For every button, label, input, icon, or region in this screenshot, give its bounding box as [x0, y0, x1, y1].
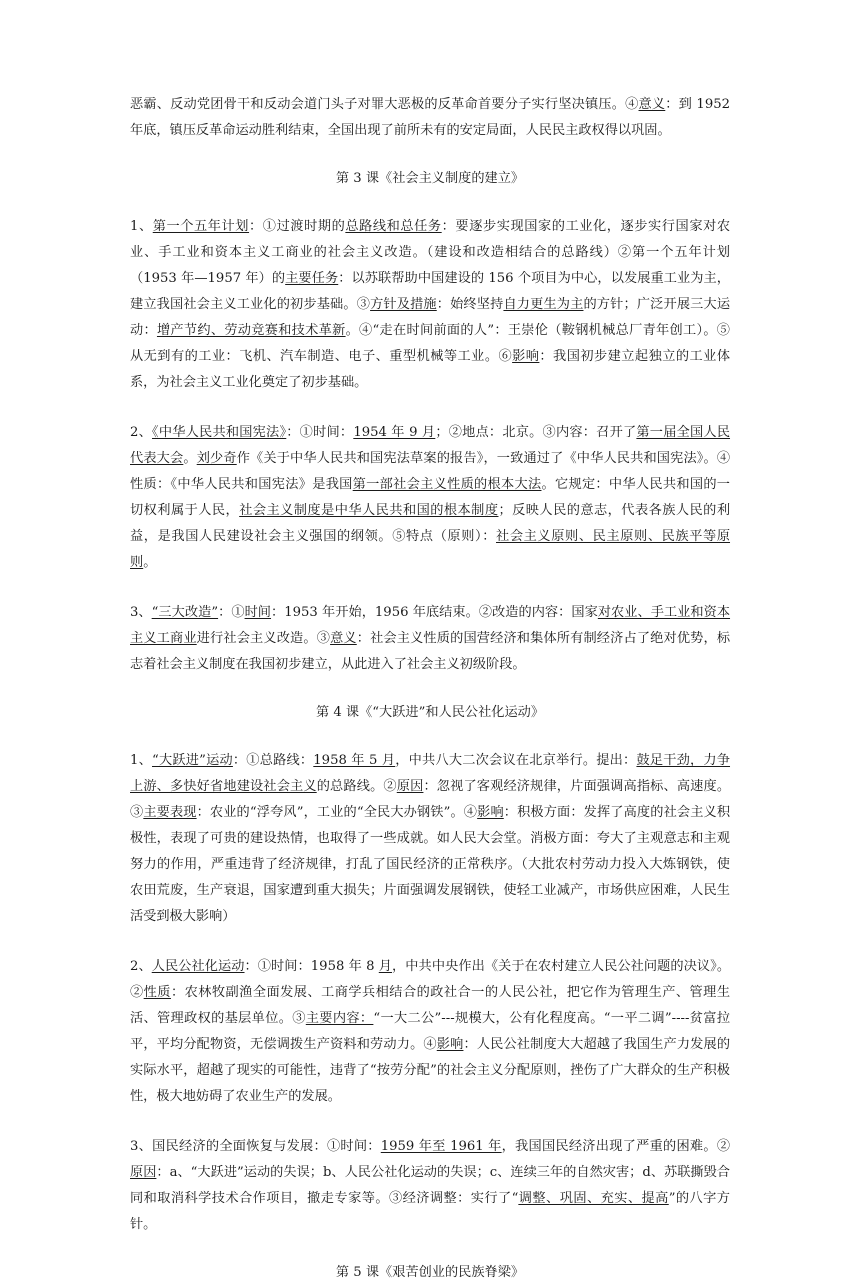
intro-paragraph	[130, 92, 730, 144]
text-run: 作《关于中华人民共和国宪法草案的报告》，一致通过了《中华人民共和国宪法》。④性质：《中华人民共和国宪法》是我国	[130, 451, 731, 492]
text-run: 1、	[130, 753, 152, 768]
underlined-term: 对农业、手工业和资本主义工商业	[130, 605, 731, 646]
text-run: 。它规定：中华人民共和国的一切权利属于人民，	[130, 477, 730, 518]
text-run: ：始终坚持	[436, 297, 504, 312]
text-run: 。④“走在时间前面的人”：王崇伦（鞍钢机械总厂青年创工）。⑤从无到有的工业：飞机、汽车制造、电子、重型机械等工业。⑥	[130, 323, 730, 364]
underlined-term: 主要任务	[285, 271, 339, 286]
underlined-term: 时间	[244, 605, 272, 620]
underlined-term: 影响	[512, 349, 540, 364]
text-run: ：积极方面：发挥了高度的社会主义积极性，表现了可贵的建设热情，也取得了一些成就。如人民大会堂。消极方面：夸大了主观意志和主观努力的作用，严重违背了经济规律，打乱了国民经济的正常秩序。（大批农村劳动力投入大炼钢铁，使农田荒废，生产衰退，国家遭到重大损失；片面强调发展钢铁，使轻工业减产，市场供应困难，人民生活受到极大影响）	[130, 805, 731, 924]
text-run: 2、	[130, 959, 152, 974]
underlined-term: 方针及措施	[370, 297, 437, 312]
underlined-term: 增产节约、劳动竞赛和技术革新	[156, 323, 346, 338]
text-run: ”的八字方针。	[130, 1191, 730, 1232]
underlined-term: 意义	[330, 631, 357, 646]
lesson-3-section-1	[130, 214, 730, 396]
text-run: ；反映人民的意志，代表各族人民的利益，是我国人民建设社会主义强国的纲领。⑤特点（原则）：	[130, 503, 731, 544]
text-run: ，我国国民经济出现了严重的困难。②	[501, 1139, 731, 1154]
underlined-term: 影响	[477, 805, 504, 820]
text-run: ：①	[218, 605, 245, 620]
underlined-term: 原因	[130, 1165, 157, 1180]
text-run: 2、	[130, 425, 153, 440]
underlined-term: “三大改造”	[151, 605, 219, 620]
underlined-term: 原因	[396, 779, 424, 794]
underlined-term: 1959 年至 1961 年	[380, 1139, 502, 1154]
underlined-term: 1954 年 9 月	[353, 425, 436, 440]
text-run: ：农林牧副渔全面发展、工商学兵相结合的政社合一的人民公社，把它作为管理生产、管理生活、管理政权的基层单位。③	[130, 985, 731, 1026]
underlined-term: 第一个五年计划	[152, 219, 250, 234]
text-run: 。	[183, 451, 197, 466]
underlined-term: 第一部社会主义性质的根本大法	[352, 477, 542, 492]
underlined-term: 1958 年 5 月	[313, 753, 396, 768]
underlined-term: 意义	[638, 97, 666, 112]
lesson-3-title: 第 3 课《社会主义制度的建立》	[335, 171, 525, 186]
underlined-term: 主要内容：	[305, 1011, 374, 1026]
lesson-4-title: 第 4 课《“大跃进”和人民公社化运动》	[315, 705, 545, 720]
text-run: 1、	[130, 219, 153, 234]
lesson-4-section-2	[130, 954, 730, 1110]
text-run: ：人民公社制度大大超越了我国生产力发展的实际水平，超越了现实的可能性，违背了“按劳分配”的社会主义分配原则，挫伤了广大群众的生产积极性，极大地妨碍了农业生产的发展。	[130, 1037, 731, 1104]
text-run: ：①总路线：	[232, 753, 314, 768]
lesson-4-section-1	[130, 748, 730, 930]
text-run: ，中共八大二次会议在北京举行。提出：	[395, 753, 637, 768]
text-run: 。	[143, 555, 157, 570]
underlined-term: 人民公社化运动	[151, 959, 245, 974]
text-run: ：要逐步实现国家的工业化，逐步实行国家对农业、手工业和资本主义工商业的社会主义改造。（建设和改造相结合的总路线）②第一个五年计划（1953 年—1957 年）的	[130, 219, 731, 286]
text-run: ：社会主义性质的国营经济和集体所有制经济占了绝对优势，标志着社会主义制度在我国初步建立，从此进入了社会主义初级阶段。	[130, 631, 731, 672]
text-run: ：a、“大跃进”运动的失误；b、人民公社化运动的失误；c、连续三年的自然灾害；d、苏联撕毁合同和取消科学技术合作项目，撤走专家等。③经济调整：实行了“	[130, 1165, 730, 1206]
underlined-term: 月	[378, 959, 393, 974]
underlined-term: 自力更生为主	[503, 297, 584, 312]
text-run: ：以苏联帮助中国建设的 156 个项目为中心，以发展重工业为主，建立我国社会主义工业化的初步基础。③	[130, 271, 730, 312]
text-run: “一大二公”---规模大，公有化程度高。“一平二调”----贫富拉平，平均分配物资，无偿调拨生产资料和劳动力。④	[130, 1011, 731, 1052]
text-run: 的方针；广泛开展三大运动：	[130, 297, 731, 338]
lesson-3-section-2	[130, 420, 730, 576]
text-run: 恶霸、反动党团骨干和反动会道门头子对罪大恶极的反革命首要分子实行坚决镇压。④	[130, 97, 639, 112]
text-run: ：农业的“浮夸风”，工业的“全民大办钢铁”。④	[196, 805, 478, 820]
text-run: 3、	[130, 605, 152, 620]
text-run: 3、国民经济的全面恢复与发展：①时间：	[130, 1139, 381, 1154]
underlined-term: 调整、巩固、充实、提高	[518, 1191, 669, 1206]
underlined-term: 第一届全国人民代表大会	[130, 425, 731, 466]
lesson-5-title: 第 5 课《艰苦创业的民族脊梁》	[335, 1265, 525, 1280]
underlined-term: 社会主义制度是中华人民共和国的根本制度	[239, 503, 499, 518]
text-run: ：①时间：1958 年 8	[244, 959, 379, 974]
text-run: ：忽视了客观经济规律，片面强调高指标、高速度。③	[130, 779, 731, 820]
underlined-term: 鼓足干劲，力争上游、多快好省地建设社会主义	[130, 753, 731, 794]
underlined-term: 性质	[143, 985, 171, 1000]
lesson-3-section-3	[130, 600, 730, 678]
underlined-term: 主要表现	[143, 805, 197, 820]
text-run: ：到 1952 年底，镇压反革命运动胜利结束，全国出现了前所未有的安定局面，人民民主政权得以巩固。	[130, 97, 730, 138]
document-body	[130, 92, 730, 1286]
text-run: ，中共中央作出《关于在农村建立人民公社问题的决议》。②	[130, 959, 731, 1000]
underlined-term: 《中华人民共和国宪法》	[152, 425, 287, 440]
text-run: ：我国初步建立起独立的工业体系，为社会主义工业化奠定了初步基础。	[130, 349, 731, 390]
text-run: 进行社会主义改造。③	[196, 631, 331, 646]
text-run: ：①时间：	[286, 425, 354, 440]
underlined-term: 影响	[436, 1037, 464, 1052]
underlined-term: “大跃进”运动	[152, 753, 233, 768]
underlined-term: 总路线和总任务	[345, 219, 442, 234]
text-run: ：①过渡时期的	[249, 219, 346, 234]
text-run: ：1953 年开始，1956 年底结束。②改造的内容：国家	[271, 605, 598, 620]
underlined-term: 刘少奇	[196, 451, 237, 466]
text-run: ；②地点：北京。③内容：召开了	[435, 425, 637, 440]
lesson-4-section-3	[130, 1134, 730, 1238]
underlined-term: 社会主义原则、民主原则、民族平等原则	[130, 529, 731, 570]
text-run: 的总路线。②	[316, 779, 397, 794]
